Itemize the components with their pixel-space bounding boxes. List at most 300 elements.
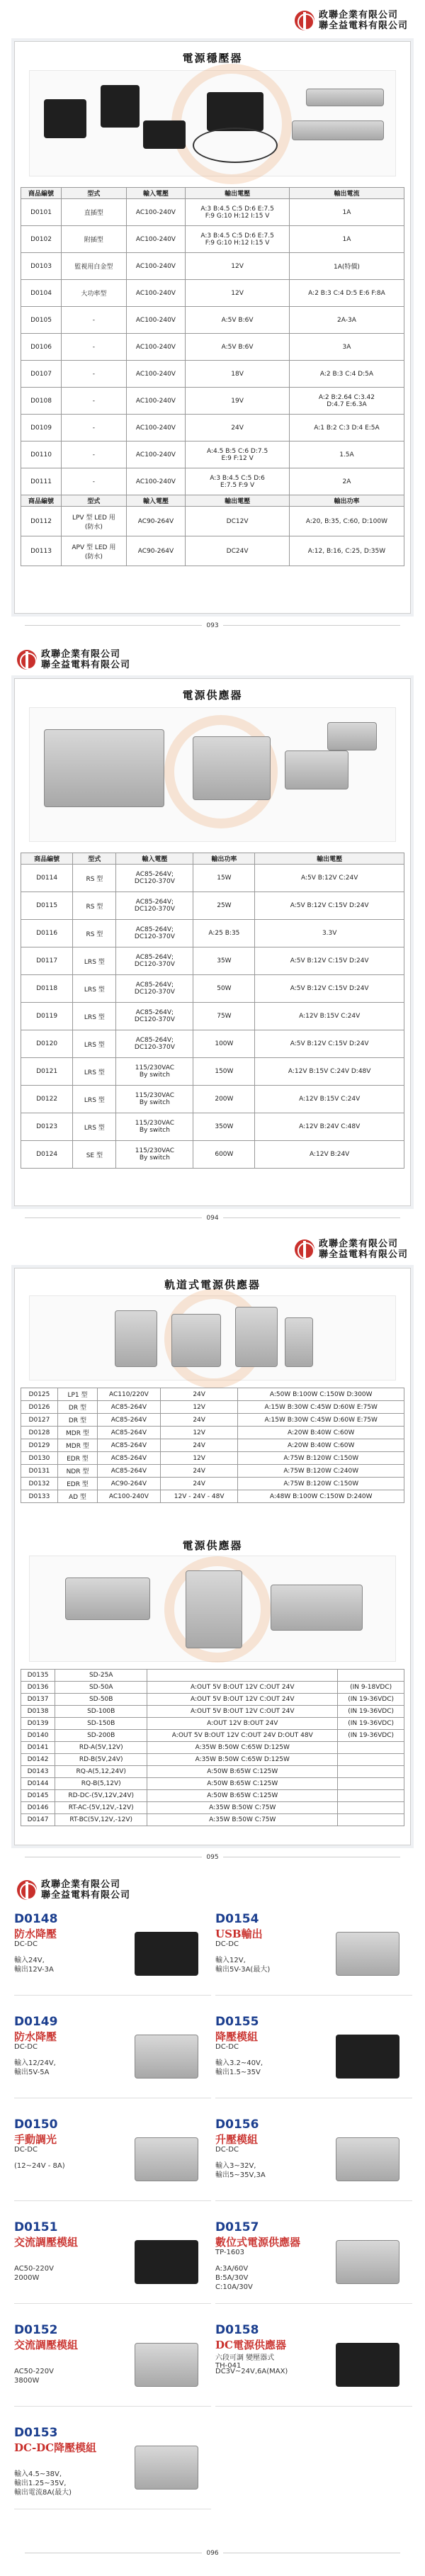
table-cell: SD-50B	[55, 1694, 147, 1706]
company-logo-icon	[17, 650, 37, 670]
table-row	[21, 507, 404, 536]
table-header-row	[21, 495, 404, 507]
table-cell: APV 型 LED 用 (防水)	[62, 536, 127, 566]
product-title: DC-DC降壓模組	[14, 2441, 97, 2454]
table-cell: LRS 型	[73, 975, 116, 1003]
table-cell: D0142	[21, 1754, 55, 1766]
table-cell: LRS 型	[73, 1030, 116, 1058]
table-cell: (IN 9-18VDC)	[338, 1682, 404, 1694]
din-rail-table	[21, 1388, 404, 1503]
product-title: 防水降壓	[14, 1928, 57, 1940]
table-cell: 115/230VAC By switch	[116, 1086, 193, 1113]
table-cell: AC110/220V	[98, 1388, 161, 1401]
column-header: 輸入電壓	[116, 853, 193, 865]
table-cell: A:4.5 B:5 C:6 D:7.5 E:9 F:12 V	[186, 441, 290, 468]
product-image	[326, 2330, 409, 2398]
table-cell: D0111	[21, 468, 62, 495]
company-name-2: 聯全益電料有限公司	[41, 660, 131, 670]
table-cell: -	[62, 361, 127, 388]
table-cell: 350W	[193, 1113, 255, 1141]
table-cell: D0135	[21, 1670, 55, 1682]
table-row	[21, 1388, 404, 1401]
table-row	[21, 892, 404, 920]
column-header: 輸出電壓	[186, 495, 290, 507]
catalog-page-095	[0, 1229, 425, 1869]
table-cell: -	[62, 307, 127, 334]
table-cell: A:OUT 5V B:OUT 12V C:OUT 24V D:OUT 48V	[147, 1730, 338, 1742]
table-cell: 3.3V	[255, 920, 404, 947]
table-row	[21, 1682, 404, 1694]
table-cell: D0126	[21, 1401, 58, 1414]
table-row	[21, 1766, 404, 1778]
table-cell: A:35W B:50W C:75W	[147, 1802, 338, 1814]
table-cell: D0119	[21, 1003, 73, 1030]
table-cell: D0122	[21, 1086, 73, 1113]
column-header: 商品編號	[21, 495, 62, 507]
table-row	[21, 1414, 404, 1427]
table-row	[21, 920, 404, 947]
table-cell: A:OUT 5V B:OUT 12V C:OUT 24V	[147, 1694, 338, 1706]
table-cell: D0114	[21, 865, 73, 892]
table-cell: A:OUT 5V B:OUT 12V C:OUT 24V	[147, 1706, 338, 1718]
table-cell: SD-25A	[55, 1670, 147, 1682]
column-header: 輸出電流	[289, 188, 404, 199]
table-row	[21, 468, 404, 495]
table-row	[21, 199, 404, 226]
table-row	[21, 865, 404, 892]
product-image	[125, 2022, 208, 2090]
table-cell: 2A-3A	[289, 307, 404, 334]
table-cell: 600W	[193, 1141, 255, 1169]
table-row	[21, 280, 404, 307]
table-cell: A:75W B:120W C:150W	[238, 1478, 404, 1490]
table-cell: AC85-264V	[98, 1452, 161, 1465]
table-cell: AC85-264V	[98, 1439, 161, 1452]
table-cell: 1A	[289, 226, 404, 253]
table-row	[21, 1802, 404, 1814]
table-cell: A:2 B:2.64 C:3.42 D:4.7 E:6.3A	[289, 388, 404, 415]
section-title-2: 電源供應器	[182, 1539, 243, 1552]
catalog-page-093	[0, 0, 425, 639]
table-cell: A:35W B:50W C:65W D:125W	[147, 1742, 338, 1754]
module-card	[14, 2323, 211, 2407]
table-cell: 12V - 24V - 48V	[160, 1490, 238, 1503]
product-title: DC電源供應器	[215, 2339, 286, 2351]
product-code: D0150	[14, 2117, 58, 2132]
table-cell: A:5V B:12V C:15V D:24V	[255, 947, 404, 975]
table-cell: DC12V	[186, 507, 290, 536]
module-card	[215, 2117, 412, 2201]
table-cell: D0107	[21, 361, 62, 388]
table-cell: A:OUT 5V B:OUT 12V C:OUT 24V	[147, 1682, 338, 1694]
table-cell: AC100-240V	[126, 226, 186, 253]
table-cell: -	[62, 388, 127, 415]
product-spec: 輸入3.2~40V, 輸出1.5~35V	[215, 2059, 264, 2076]
table-cell: D0104	[21, 280, 62, 307]
table-cell: D0143	[21, 1766, 55, 1778]
table-row	[21, 1003, 404, 1030]
table-cell: 35W	[193, 947, 255, 975]
table-cell: D0125	[21, 1388, 58, 1401]
company-header	[295, 1239, 408, 1260]
table-row	[21, 1452, 404, 1465]
table-cell: A:15W B:30W C:45W D:60W E:75W	[238, 1401, 404, 1414]
table-cell: 100W	[193, 1030, 255, 1058]
table-row	[21, 1490, 404, 1503]
table-row	[21, 1694, 404, 1706]
company-name-2: 聯全益電料有限公司	[41, 1890, 131, 1901]
table-cell: D0131	[21, 1465, 58, 1478]
product-spec: 輸入4.5~38V, 輸出1.25~35V, 輸出電流8A(最大)	[14, 2470, 72, 2497]
table-cell: D0112	[21, 507, 62, 536]
table-cell: D0132	[21, 1478, 58, 1490]
table-cell: AC100-240V	[126, 468, 186, 495]
table-cell: D0123	[21, 1113, 73, 1141]
product-image	[125, 2330, 208, 2398]
section-title: 電源供應器	[182, 689, 243, 702]
table-cell: AC100-240V	[126, 388, 186, 415]
table-cell: 24V	[160, 1465, 238, 1478]
table-cell: 115/230VAC By switch	[116, 1141, 193, 1169]
table-cell: NDR 型	[57, 1465, 97, 1478]
product-subtitle: DC-DC	[215, 2043, 239, 2051]
table-cell: A:75W B:120W C:240W	[238, 1465, 404, 1478]
table-cell: LRS 型	[73, 947, 116, 975]
table-cell: A:50W B:65W C:125W	[147, 1778, 338, 1790]
table-cell: D0121	[21, 1058, 73, 1086]
table-cell: D0127	[21, 1414, 58, 1427]
column-header: 輸出電壓	[255, 853, 404, 865]
table-row	[21, 1718, 404, 1730]
table-cell: MDR 型	[57, 1427, 97, 1439]
table-cell: DR 型	[57, 1401, 97, 1414]
product-title: 降壓模組	[215, 2030, 259, 2043]
table-row	[21, 226, 404, 253]
table-cell: AC100-240V	[98, 1490, 161, 1503]
table-cell: D0146	[21, 1802, 55, 1814]
table-cell: -	[62, 334, 127, 361]
table-cell: A:5V B:6V	[186, 334, 290, 361]
product-spec: AC50-220V 3800W	[14, 2368, 54, 2385]
table-cell: A:12V B:15V C:24V D:48V	[255, 1058, 404, 1086]
table-cell: D0147	[21, 1814, 55, 1826]
table-cell: D0113	[21, 536, 62, 566]
product-code: D0152	[14, 2323, 58, 2337]
table-row	[21, 388, 404, 415]
product-title: 防水降壓	[14, 2030, 57, 2043]
catalog-page-096	[0, 1869, 425, 2576]
product-title: 升壓模組	[215, 2133, 259, 2146]
table-cell: RT-AC-(5V,12V,-12V)	[55, 1802, 147, 1814]
table-cell: SD-50A	[55, 1682, 147, 1694]
product-code: D0148	[14, 1912, 58, 1926]
page-number: 096	[0, 2550, 425, 2557]
table-cell: AC100-240V	[126, 253, 186, 280]
table-cell: 12V	[160, 1401, 238, 1414]
table-cell: 24V	[160, 1478, 238, 1490]
table-cell: AC90-264V	[98, 1478, 161, 1490]
product-panel	[14, 1268, 411, 1845]
table-cell: A:50W B:65W C:125W	[147, 1766, 338, 1778]
table-cell: A:35W B:50W C:65W D:125W	[147, 1754, 338, 1766]
table-cell: A:3 B:4.5 C:5 D:6 E:7.5 F:9 V	[186, 468, 290, 495]
table-cell	[338, 1814, 404, 1826]
table-cell	[338, 1742, 404, 1754]
module-card	[14, 2426, 211, 2509]
product-image	[326, 1919, 409, 1987]
table-cell	[338, 1766, 404, 1778]
table-cell: A:OUT 12V B:OUT 24V	[147, 1718, 338, 1730]
table-cell: (IN 19-36VDC)	[338, 1706, 404, 1718]
table-row	[21, 1141, 404, 1169]
table-cell: A:25 B:35	[193, 920, 255, 947]
table-row	[21, 441, 404, 468]
section-title: 軌道式電源供應器	[164, 1278, 261, 1291]
product-panel	[14, 678, 411, 1206]
table-row	[21, 947, 404, 975]
column-header: 輸入電壓	[126, 495, 186, 507]
table-cell: AC85-264V	[98, 1427, 161, 1439]
table-cell: AC85-264V	[98, 1465, 161, 1478]
table-cell: RD-B(5V,24V)	[55, 1754, 147, 1766]
table-cell: D0103	[21, 253, 62, 280]
company-name-2: 聯全益電料有限公司	[318, 21, 408, 31]
table-cell: A:1 B:2 C:3 D:4 E:5A	[289, 415, 404, 441]
table-cell: 1A(特價)	[289, 253, 404, 280]
company-name-2: 聯全益電料有限公司	[318, 1249, 408, 1260]
product-spec: AC50-220V 2000W	[14, 2265, 54, 2282]
table-cell: RQ-B(5,12V)	[55, 1778, 147, 1790]
table-cell: D0108	[21, 388, 62, 415]
table-cell: AC85-264V; DC120-370V	[116, 947, 193, 975]
table-cell: A:12V B:24V C:48V	[255, 1113, 404, 1141]
table-cell: 3A	[289, 334, 404, 361]
table-cell: RD-A(5V,12V)	[55, 1742, 147, 1754]
column-header: 型式	[62, 495, 127, 507]
page-number: 093	[0, 622, 425, 629]
table-cell: AD 型	[57, 1490, 97, 1503]
table-cell: 150W	[193, 1058, 255, 1086]
table-cell: -	[62, 415, 127, 441]
column-header: 輸入電壓	[126, 188, 186, 199]
table-cell: EDR 型	[57, 1452, 97, 1465]
table-cell: AC100-240V	[126, 280, 186, 307]
table-cell: A:5V B:6V	[186, 307, 290, 334]
table-cell: LP1 型	[57, 1388, 97, 1401]
table-cell: DC24V	[186, 536, 290, 566]
table-cell: 12V	[160, 1427, 238, 1439]
table-cell: RS 型	[73, 865, 116, 892]
table-cell: 50W	[193, 975, 255, 1003]
company-name-1: 政聯企業有限公司	[318, 10, 398, 21]
company-logo-icon	[295, 11, 314, 30]
column-header: 商品編號	[21, 853, 73, 865]
table-row	[21, 415, 404, 441]
table-cell: AC90-264V	[126, 507, 186, 536]
table-row	[21, 1439, 404, 1452]
table-cell: 75W	[193, 1003, 255, 1030]
table-cell: -	[62, 468, 127, 495]
table-cell: A:12V B:15V C:24V	[255, 1003, 404, 1030]
table-cell: SD-200B	[55, 1730, 147, 1742]
table-cell: D0145	[21, 1790, 55, 1802]
table-cell	[338, 1670, 404, 1682]
module-card	[14, 2015, 211, 2098]
product-code: D0154	[215, 1912, 259, 1926]
table-cell: D0136	[21, 1682, 55, 1694]
table-cell: A:75W B:120W C:150W	[238, 1452, 404, 1465]
table-cell: (IN 19-36VDC)	[338, 1730, 404, 1742]
table-cell: 115/230VAC By switch	[116, 1113, 193, 1141]
table-row	[21, 1465, 404, 1478]
table-cell: MDR 型	[57, 1439, 97, 1452]
table-cell: 19V	[186, 388, 290, 415]
table-row	[21, 1478, 404, 1490]
table-cell: 1.5A	[289, 441, 404, 468]
table-cell: A:50W B:100W C:150W D:300W	[238, 1388, 404, 1401]
product-spec: 輸入12V, 輸出5V-3A(最大)	[215, 1957, 271, 1974]
product-spec: 輸入12/24V, 輸出5V-5A	[14, 2059, 56, 2076]
module-card	[215, 1912, 412, 1996]
table-cell: A:50W B:65W C:125W	[147, 1790, 338, 1802]
power-supply-photo	[29, 1556, 396, 1662]
table-cell	[147, 1670, 338, 1682]
table-cell: AC100-240V	[126, 199, 186, 226]
product-photo	[29, 70, 396, 176]
product-image	[125, 1919, 208, 1987]
din-rail-photo	[29, 1295, 396, 1380]
table-cell: D0101	[21, 199, 62, 226]
table-row	[21, 1706, 404, 1718]
table-row	[21, 1670, 404, 1682]
table-cell: A:5V B:12V C:24V	[255, 865, 404, 892]
table-cell: A:15W B:30W C:45W D:60W E:75W	[238, 1414, 404, 1427]
table-cell: 12V	[160, 1452, 238, 1465]
table-cell: AC100-240V	[126, 441, 186, 468]
table-cell: (IN 19-36VDC)	[338, 1694, 404, 1706]
table-cell: LRS 型	[73, 1003, 116, 1030]
page-number: 095	[0, 1854, 425, 1861]
table-row	[21, 1814, 404, 1826]
table-cell: 12V	[186, 280, 290, 307]
table-cell: AC85-264V	[98, 1401, 161, 1414]
product-subtitle: 六段可調 變壓器式 TH-041	[215, 2354, 275, 2370]
table-row	[21, 1113, 404, 1141]
table-cell: 200W	[193, 1086, 255, 1113]
company-logo-icon	[295, 1239, 314, 1259]
table-cell: 24V	[160, 1414, 238, 1427]
company-logo-icon	[17, 1880, 37, 1900]
product-subtitle: TP-1603	[215, 2249, 244, 2256]
table-cell: A:20, B:35, C:60, D:100W	[289, 507, 404, 536]
table-cell: D0141	[21, 1742, 55, 1754]
table-row	[21, 1030, 404, 1058]
table-row	[21, 536, 404, 566]
column-header: 輸出電壓	[186, 188, 290, 199]
company-header	[295, 10, 408, 31]
table-cell: 18V	[186, 361, 290, 388]
table-cell: SE 型	[73, 1141, 116, 1169]
table-cell: D0130	[21, 1452, 58, 1465]
column-header: 輸出功率	[193, 853, 255, 865]
product-panel	[14, 41, 411, 614]
table-row	[21, 975, 404, 1003]
table-cell: A:5V B:12V C:15V D:24V	[255, 892, 404, 920]
table-row	[21, 307, 404, 334]
company-name-1: 政聯企業有限公司	[41, 1879, 121, 1890]
table-cell: AC100-240V	[126, 415, 186, 441]
product-code: D0151	[14, 2220, 58, 2234]
table-cell: D0102	[21, 226, 62, 253]
table-cell: 12V	[186, 253, 290, 280]
product-image	[326, 2125, 409, 2193]
product-code: D0158	[215, 2323, 259, 2337]
module-card	[14, 2117, 211, 2201]
table-cell: D0133	[21, 1490, 58, 1503]
table-cell: D0139	[21, 1718, 55, 1730]
table-cell: AC100-240V	[126, 307, 186, 334]
table-cell: 25W	[193, 892, 255, 920]
product-title: 手動調光	[14, 2133, 57, 2146]
module-grid	[14, 1912, 411, 2529]
table-cell: 附插型	[62, 226, 127, 253]
table-cell: A:2 B:3 C:4 D:5 E:6 F:8A	[289, 280, 404, 307]
table-cell: AC85-264V	[98, 1414, 161, 1427]
table-cell: RS 型	[73, 920, 116, 947]
table-cell: -	[62, 441, 127, 468]
table-cell: 15W	[193, 865, 255, 892]
product-spec: 輸入24V, 輸出12V-3A	[14, 1957, 54, 1974]
table-row	[21, 1058, 404, 1086]
table-cell: AC90-264V	[126, 536, 186, 566]
product-subtitle: DC-DC	[14, 1940, 38, 1948]
page-number: 094	[0, 1215, 425, 1222]
table-cell: 監視用白金型	[62, 253, 127, 280]
table-cell	[338, 1790, 404, 1802]
column-header: 商品編號	[21, 188, 62, 199]
table-cell: LPV 型 LED 用 (防水)	[62, 507, 127, 536]
product-image	[125, 2227, 208, 2295]
table-cell: A:48W B:100W C:150W D:240W	[238, 1490, 404, 1503]
catalog-page-094	[0, 639, 425, 1229]
table-cell: AC85-264V; DC120-370V	[116, 920, 193, 947]
table-cell: 24V	[160, 1388, 238, 1401]
table-cell: A:35W B:50W C:75W	[147, 1814, 338, 1826]
table-cell: LRS 型	[73, 1058, 116, 1086]
module-card	[215, 2015, 412, 2098]
company-name-1: 政聯企業有限公司	[41, 649, 121, 660]
table-cell: LRS 型	[73, 1086, 116, 1113]
table-cell: AC100-240V	[126, 334, 186, 361]
column-header: 輸出功率	[289, 495, 404, 507]
company-name-1: 政聯企業有限公司	[318, 1239, 398, 1249]
table-cell: AC85-264V; DC120-370V	[116, 1030, 193, 1058]
product-subtitle: DC-DC	[215, 1940, 239, 1948]
table-row	[21, 1754, 404, 1766]
table-row	[21, 1730, 404, 1742]
table-cell: 24V	[186, 415, 290, 441]
table-cell: A:20W B:40W C:60W	[238, 1427, 404, 1439]
company-header	[17, 1879, 130, 1901]
table-row	[21, 361, 404, 388]
product-subtitle: DC-DC	[14, 2043, 38, 2051]
table-cell: AC85-264V; DC120-370V	[116, 1003, 193, 1030]
power-adapter-table	[21, 187, 404, 566]
product-spec: 輸入3~32V, 輸出5~35V,3A	[215, 2162, 266, 2179]
table-cell: A:3 B:4.5 C:5 D:6 E:7.5 F:9 G:10 H:12 I:15 V	[186, 199, 290, 226]
product-image	[125, 2433, 208, 2501]
table-row	[21, 253, 404, 280]
